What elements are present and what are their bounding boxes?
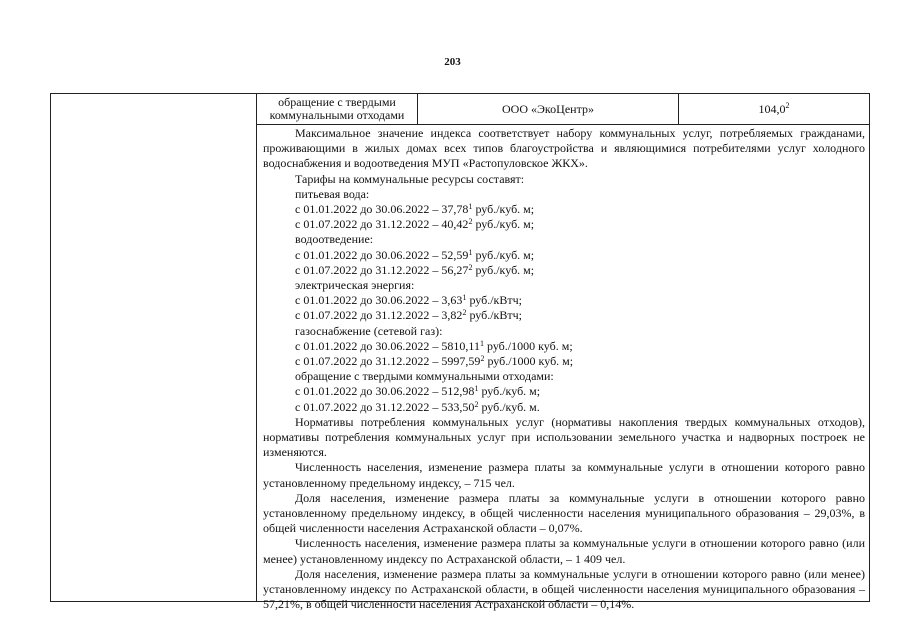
text-block (263, 126, 865, 613)
row-divider (256, 124, 869, 125)
provider-name: ООО «ЭкоЦентр» (502, 101, 594, 116)
column-divider (256, 94, 257, 601)
tariff-resource: газоснабжение (сетевой газ): (295, 323, 443, 338)
paragraph-max-index: Максимальное значение индекса соответствует набору коммунальных услуг, потребляемых гражданами, проживающими в жилых домах всех типов благоустройства и являющимися потребителями услуг холодного водоснабжения и водоотведения МУП «Растопуловское ЖКХ». (263, 126, 865, 171)
paragraph-population-equal: Численность населения, изменение размера платы за коммунальные услуги в отношении которого равно установленному предельному индексу, – 715 чел. (263, 460, 865, 490)
service-name: обращение с твердыми коммунальными отходами (269, 95, 405, 122)
paragraph-share-less: Доля населения, изменение размера платы за коммунальные услуги в отношении которого равно (или менее) установленному индексу по Астраханской области, в общей численности населения муниципального образования – 57,21%, в общей численности населения Астраханской области – 0,14%. (263, 566, 865, 612)
tariff-resource: питьевая вода: (295, 186, 370, 201)
page-number: 203 (444, 56, 461, 68)
table-frame (50, 93, 870, 612)
index-value: 104,0$^2$ (758, 100, 790, 116)
tariff-resource: обращение с твердыми коммунальными отходами: (295, 369, 554, 384)
tariffs-intro: Тарифы на коммунальные ресурсы составят: (295, 171, 525, 186)
tariff-period: с 01.01.2022 до 30.06.2022 – 37,78$^1$ руб./куб. м; (295, 202, 535, 217)
tariff-period: с 01.01.2022 до 30.06.2022 – 3,63$^1$ руб./кВтч; (295, 293, 523, 308)
service-cell (257, 94, 417, 124)
tariff-list (263, 187, 865, 415)
tariff-period: с 01.07.2022 до 31.12.2022 – 40,42$^2$ руб./куб. м; (295, 217, 535, 232)
tariff-period: с 01.07.2022 до 31.12.2022 – 3,82$^2$ руб./кВтч; (295, 308, 523, 323)
paragraph-share-equal: Доля населения, изменение размера платы за коммунальные услуги в отношении которого равно установленному предельному индексу, в общей численности населения муниципального образования – 29,03%, в общей численности населения Астраханской области – 0,07%. (263, 490, 865, 536)
tariff-period: с 01.01.2022 до 30.06.2022 – 512,98$^1$ руб./куб. м; (295, 384, 541, 399)
value-cell (679, 94, 869, 124)
tariff-resource: водоотведение: (295, 232, 374, 247)
paragraph-norms: Нормативы потребления коммунальных услуг (нормативы накопления твердых коммунальных отходов), нормативы потребления коммунальных услуг при использовании земельного участка и надворных построек не изменяются. (263, 414, 865, 460)
tariff-period: с 01.01.2022 до 30.06.2022 – 52,59$^1$ руб./куб. м; (295, 247, 535, 262)
tariff-period: с 01.01.2022 до 30.06.2022 – 5810,11$^1$ руб./1000 куб. м; (295, 338, 573, 353)
tariff-period: с 01.07.2022 до 31.12.2022 – 5997,59$^2$ руб./1000 куб. м; (295, 354, 574, 369)
tariff-period: с 01.07.2022 до 31.12.2022 – 56,27$^2$ руб./куб. м; (295, 262, 535, 277)
tariff-period: с 01.07.2022 до 31.12.2022 – 533,50$^2$ руб./куб. м. (295, 399, 540, 414)
tariff-resource: электрическая энергия: (295, 278, 415, 293)
provider-cell (418, 94, 678, 124)
paragraph-population-less: Численность населения, изменение размера платы за коммунальные услуги в отношении которого равно (или менее) установленному индексу по Астраханской области, – 1 409 чел. (263, 536, 865, 566)
